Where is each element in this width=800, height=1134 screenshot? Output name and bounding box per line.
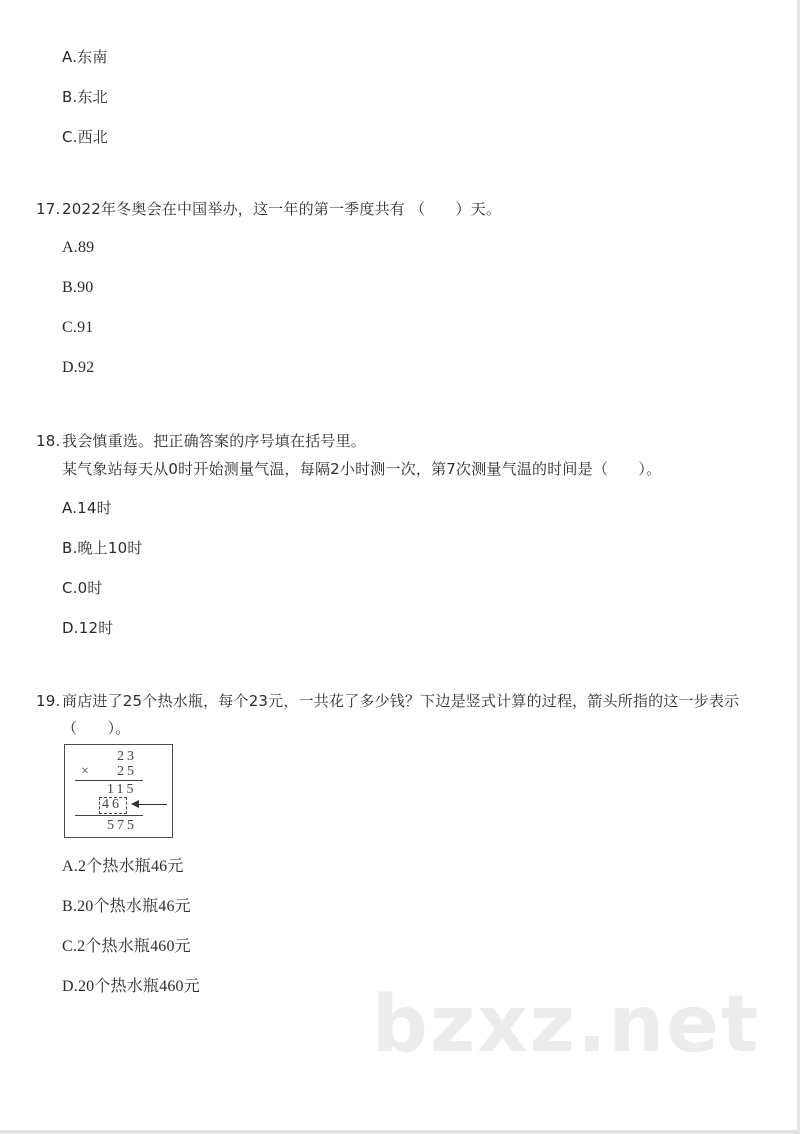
arrow-left-icon xyxy=(131,800,139,808)
q18-number: 18. xyxy=(36,432,61,450)
q19-option-b[interactable]: B.20个热水瓶46元 xyxy=(62,898,191,915)
q19-stem-line2: （ ）。 xyxy=(62,719,131,737)
q19-number: 19. xyxy=(36,692,61,710)
times-sign: × xyxy=(81,764,89,779)
q16-option-c[interactable]: C.西北 xyxy=(62,128,109,146)
q17-option-d[interactable]: D.92 xyxy=(62,359,95,376)
q18-option-d[interactable]: D.12时 xyxy=(62,619,114,637)
multiplicand: 23 xyxy=(117,749,137,764)
q17-option-c[interactable]: C.91 xyxy=(62,319,94,336)
multiplier: 25 xyxy=(117,764,137,779)
vertical-multiplication-figure xyxy=(64,744,173,838)
q18-text: 我会慎重选。把正确答案的序号填在括号里。 xyxy=(62,432,367,450)
final-product: 575 xyxy=(107,818,137,833)
q19-option-c[interactable]: C.2个热水瓶460元 xyxy=(62,938,191,955)
rule-line-1 xyxy=(75,780,143,781)
q19-stem xyxy=(36,691,739,711)
arrow-shaft xyxy=(137,804,167,805)
partial-product-1: 115 xyxy=(107,782,137,797)
q19-option-d[interactable]: D.20个热水瓶460元 xyxy=(62,978,200,995)
watermark: bzxz.net xyxy=(372,980,761,1070)
partial-product-2: 46 xyxy=(102,797,122,812)
q19-text: 商店进了25个热水瓶，每个23元，一共花了多少钱？下边是竖式计算的过程，箭头所指的这一步表示 xyxy=(62,692,740,710)
q18-option-c[interactable]: C.0时 xyxy=(62,579,103,597)
q17-option-a[interactable]: A.89 xyxy=(62,239,95,256)
q17-number: 17. xyxy=(36,200,61,218)
q16-option-b[interactable]: B.东北 xyxy=(62,88,108,106)
q18-stem-line2: 某气象站每天从0时开始测量气温，每隔2小时测一次，第7次测量气温的时间是（ ）。 xyxy=(62,460,662,478)
q18-option-a[interactable]: A.14时 xyxy=(62,499,112,517)
q17-option-b[interactable]: B.90 xyxy=(62,279,94,296)
q18-stem xyxy=(36,431,366,451)
q19-option-a[interactable]: A.2个热水瓶46元 xyxy=(62,858,184,875)
q16-option-a[interactable]: A.东南 xyxy=(62,48,108,66)
q18-option-b[interactable]: B.晚上10时 xyxy=(62,539,143,557)
rule-line-2 xyxy=(75,815,143,816)
q17-stem xyxy=(36,199,501,219)
q17-text: 2022年冬奥会在中国举办，这一年的第一季度共有 （ ）天。 xyxy=(62,200,502,218)
